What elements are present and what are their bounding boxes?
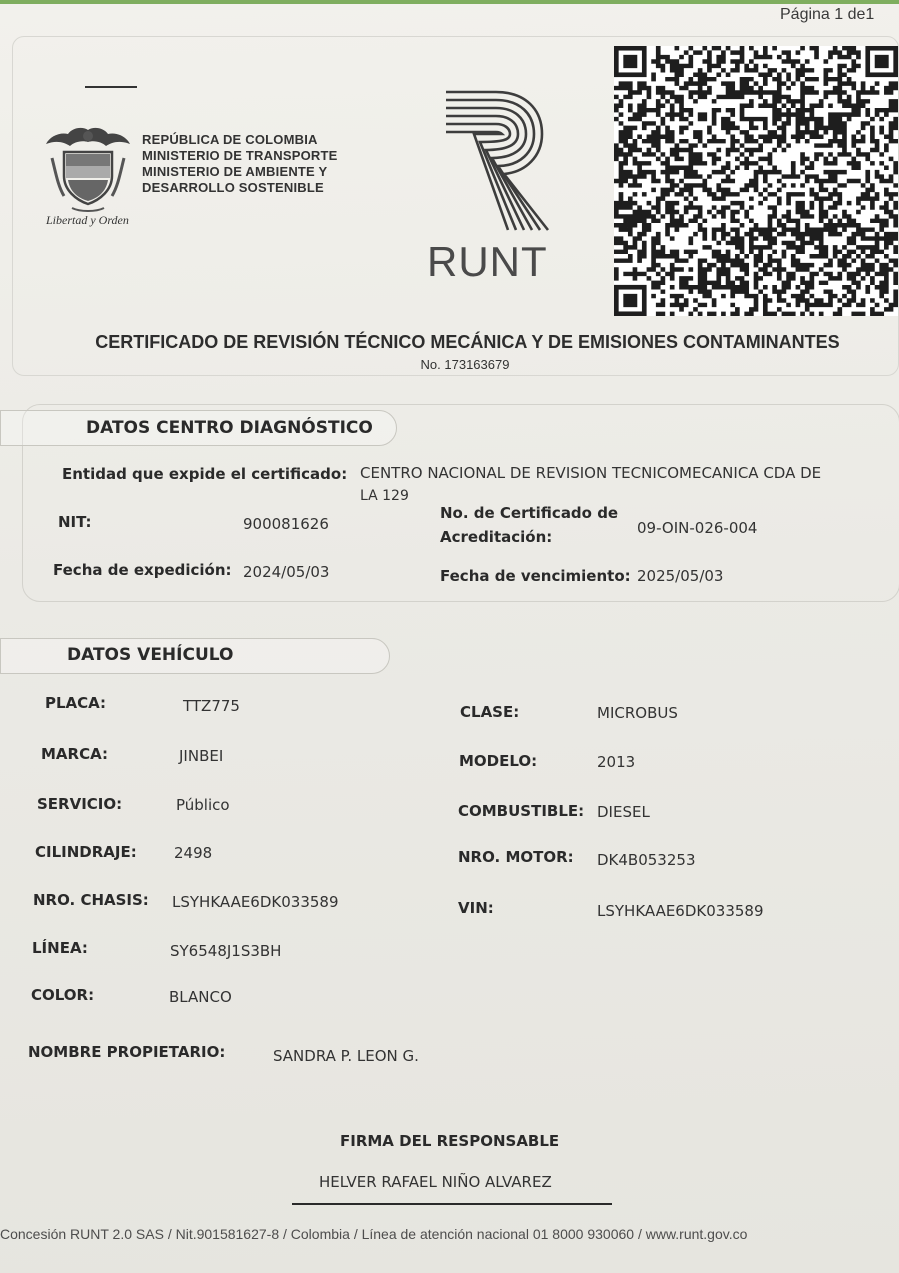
diagnostic-center-title: DATOS CENTRO DIAGNÓSTICO [86,418,373,438]
footer-text: Concesión RUNT 2.0 SAS / Nit.901581627-8 / Colombia / Línea de atención nacional 01 8000 930060 / www.runt.gov.co [0,1226,748,1242]
servicio-label: SERVICIO: [37,795,123,813]
marca-value: JINBEI [179,747,224,765]
combustible-value: DIESEL [597,803,650,821]
modelo-value: 2013 [597,753,636,771]
colombia-coat-of-arms-icon [42,124,134,214]
color-value: BLANCO [169,988,232,1006]
modelo-label: MODELO: [459,752,538,770]
signature-line [292,1203,612,1205]
runt-logo-icon [442,86,552,236]
signature-name: HELVER RAFAEL NIÑO ALVAREZ [319,1173,552,1191]
motor-label: NRO. MOTOR: [458,848,574,866]
marca-label: MARCA: [41,745,108,763]
page-number: Página 1 de1 [780,6,875,23]
issue-date-label: Fecha de expedición: [53,561,232,579]
vehicle-title: DATOS VEHÍCULO [67,645,234,665]
owner-value: SANDRA P. LEON G. [273,1047,419,1065]
chasis-label: NRO. CHASIS: [33,891,149,909]
entity-value-line2: LA 129 [360,488,409,504]
owner-label: NOMBRE PROPIETARIO: [28,1043,226,1061]
entity-value-line1: CENTRO NACIONAL DE REVISION TECNICOMECANICA CDA DE [360,464,822,482]
header-dash [85,86,137,88]
nit-label: NIT: [58,513,92,531]
color-label: COLOR: [31,986,95,1004]
background-edge [0,0,899,4]
chasis-value: LSYHKAAE6DK033589 [172,893,339,911]
motto: Libertad y Orden [46,213,129,227]
expiry-date-label: Fecha de vencimiento: [440,567,631,585]
motor-value: DK4B053253 [597,851,696,869]
vin-value: LSYHKAAE6DK033589 [597,902,764,920]
ministry-block [142,132,337,196]
accreditation-label-line1: No. de Certificado de [440,504,619,522]
qr-code-icon [614,46,898,316]
combustible-label: COMBUSTIBLE: [458,802,585,820]
expiry-date-value: 2025/05/03 [637,567,724,585]
linea-value: SY6548J1S3BH [170,942,282,960]
ministry-line: REPÚBLICA DE COLOMBIA [142,132,318,147]
certificate-number: No. 173163679 [420,357,510,372]
nit-value: 900081626 [243,515,329,533]
ministry-line: DESARROLLO SOSTENIBLE [142,180,324,195]
entity-label: Entidad que expide el certificado: [62,465,348,483]
signature-title: FIRMA DEL RESPONSABLE [340,1132,560,1150]
cilindraje-label: CILINDRAJE: [35,843,137,861]
clase-value: MICROBUS [597,704,678,722]
certificate-title: CERTIFICADO DE REVISIÓN TÉCNICO MECÁNICA Y DE EMISIONES CONTAMINANTES [95,332,840,352]
placa-label: PLACA: [45,694,107,712]
vin-label: VIN: [458,899,494,917]
accreditation-label-line2: Acreditación: [440,528,553,546]
placa-value: TTZ775 [183,697,240,715]
ministry-line: MINISTERIO DE TRANSPORTE [142,148,338,163]
servicio-value: Público [176,796,230,814]
issue-date-value: 2024/05/03 [243,563,330,581]
ministry-line: MINISTERIO DE AMBIENTE Y [142,164,328,179]
cilindraje-value: 2498 [174,844,213,862]
accreditation-value: 09-OIN-026-004 [637,519,758,537]
clase-label: CLASE: [460,703,520,721]
runt-wordmark: RUNT [427,238,548,285]
linea-label: LÍNEA: [32,939,88,957]
